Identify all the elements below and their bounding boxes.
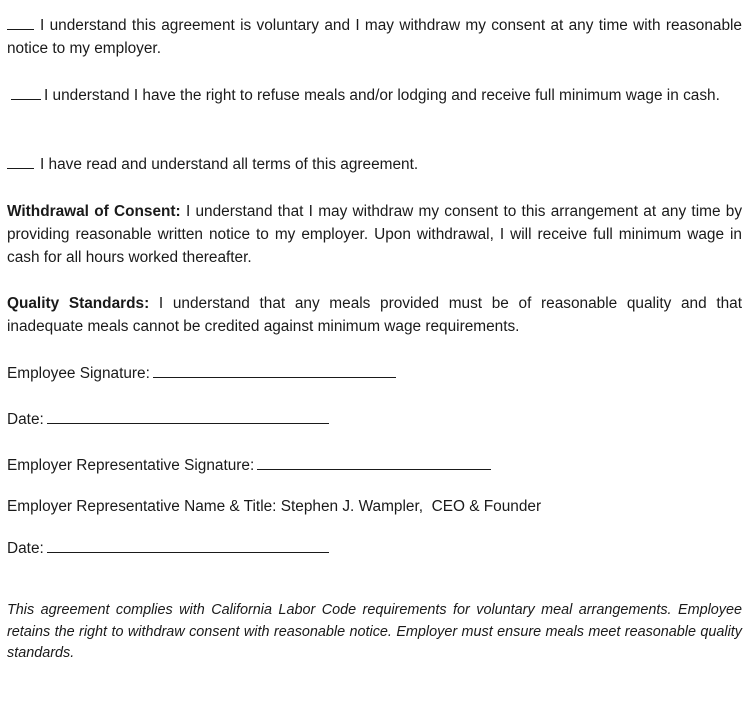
quality-text: I understand that any meals provided must be of reasonable quality and that inadequate meals cannot be credited against minimum wage requirements. <box>7 295 742 335</box>
initial-blank[interactable] <box>7 16 34 30</box>
quality-standards-section <box>7 292 742 338</box>
employer-signature-field[interactable] <box>257 455 491 470</box>
employer-date-row <box>7 537 329 560</box>
employee-date-row <box>7 408 329 431</box>
withdrawal-heading: Withdrawal of Consent: <box>7 203 181 220</box>
employee-signature-row <box>7 362 396 385</box>
employee-signature-label: Employee Signature: <box>7 365 150 382</box>
employer-name-row <box>7 495 541 518</box>
acknowledgement-text: I understand I have the right to refuse meals and/or lodging and receive full minimum wage in cash. <box>44 87 720 104</box>
compliance-footer-note: This agreement complies with California Labor Code requirements for voluntary meal arrangements. Employee retains the right to withdraw consent with reasonable notice. Employer must ensure meals meet reasonable quality standards. <box>7 602 742 661</box>
acknowledgement-voluntary <box>7 14 742 60</box>
employee-signature-field[interactable] <box>153 363 396 378</box>
employee-date-field[interactable] <box>47 409 329 424</box>
employer-signature-label: Employer Representative Signature: <box>7 457 255 474</box>
withdrawal-text: I understand that I may withdraw my consent to this arrangement at any time by providing reasonable written notice to my employer. Upon withdrawal, I will receive full minimum wage in cash for all hours worked thereafter. <box>7 203 743 266</box>
employer-name-value: Stephen J. Wampler, CEO & Founder <box>280 498 542 515</box>
initial-blank[interactable] <box>7 155 34 169</box>
employer-name-label: Employer Representative Name & Title: <box>7 498 277 515</box>
date-label: Date: <box>7 540 44 557</box>
quality-heading: Quality Standards: <box>7 295 150 312</box>
employer-date-field[interactable] <box>47 538 329 553</box>
employer-signature-row <box>7 454 491 477</box>
initial-blank[interactable] <box>11 86 41 100</box>
acknowledgement-text: I have read and understand all terms of this agreement. <box>40 156 419 173</box>
withdrawal-of-consent-section <box>7 200 742 269</box>
date-label: Date: <box>7 411 44 428</box>
acknowledgement-text: I understand this agreement is voluntary and I may withdraw my consent at any time with reasonable notice to my employer. <box>7 17 742 57</box>
acknowledgement-refuse-meals <box>7 84 720 107</box>
acknowledgement-read-terms <box>7 153 418 176</box>
